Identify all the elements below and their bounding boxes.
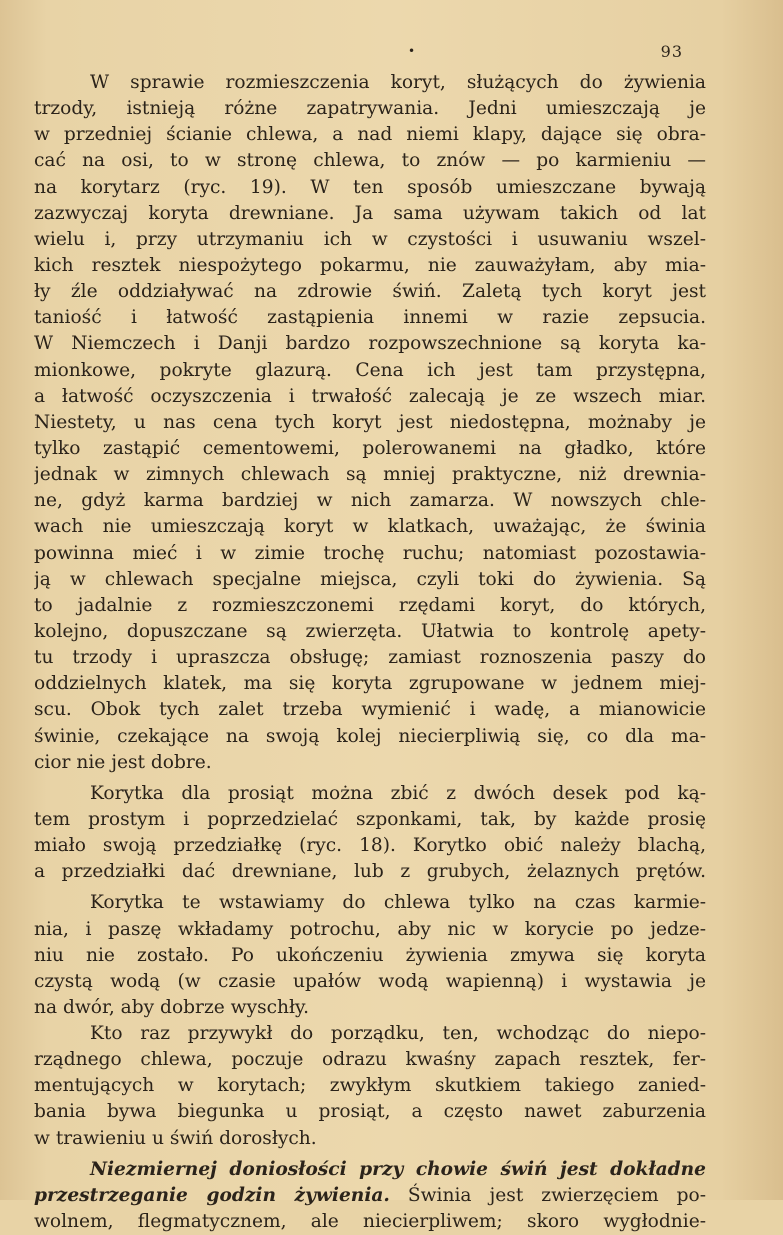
- page-mark: •: [408, 44, 416, 58]
- text-run: Świnia jest zwierzęciem po-: [407, 1184, 706, 1206]
- text-line: scu. Obok tych zalet trzeba wymienić i wadę, a mianowicie: [34, 699, 706, 721]
- text-line: taniość i łatwość zastąpienia innemi w razie zepsucia.: [34, 307, 706, 329]
- text-line: czystą wodą (w czasie upałów wodą wapienną) i wystawia je: [34, 970, 706, 992]
- text-line: Korytka dla prosiąt można zbić z dwóch desek pod ką-: [90, 782, 706, 804]
- text-line: zazwyczaj koryta drewniane. Ja sama używam takich od lat: [34, 202, 706, 224]
- text-line: wolnem, flegmatycznem, ale niecierpliwem; skoro wygłodnie-: [34, 1211, 706, 1233]
- text-line: [34, 1183, 706, 1209]
- text-line: na dwór, aby dobrze wyschły.: [34, 996, 309, 1018]
- text-line: wach nie umieszczają koryt w klatkach, uważając, że świnia: [34, 516, 706, 538]
- text-line: świnie, czekające na swoją kolej niecierpliwią się, co dla ma-: [34, 725, 706, 747]
- text-line: trzody, istnieją różne zapatrywania. Jedni umieszczają je: [34, 98, 706, 120]
- text-line: a łatwość oczyszczenia i trwałość zalecają je ze wszech miar.: [34, 385, 706, 407]
- text-line: miało swoją przedziałkę (ryc. 18). Korytko obić należy blachą,: [34, 835, 706, 857]
- paragraph: [34, 781, 706, 886]
- paragraph: [34, 1021, 706, 1152]
- text-line: ne, gdyż karma bardziej w nich zamarza. W nowszych chle-: [34, 490, 706, 512]
- text-line: ły źle oddziaływać na zdrowie świń. Zaletą tych koryt jest: [34, 281, 706, 303]
- text-line: w trawieniu u świń dorosłych.: [34, 1127, 317, 1149]
- text-line: bania bywa biegunka u prosiąt, a często nawet zaburzenia: [34, 1101, 706, 1123]
- text-line: W Niemczech i Danji bardzo rozpowszechnione są koryta ka-: [34, 333, 706, 355]
- text-line: mentujących w korytach; zwykłym skutkiem takiego zanied-: [34, 1075, 706, 1097]
- text-line: Korytka te wstawiamy do chlewa tylko na czas karmie-: [90, 892, 706, 914]
- text-line: wielu i, przy utrzymaniu ich w czystości i usuwaniu wszel-: [34, 228, 706, 250]
- text-line: kolejno, dopuszczane są zwierzęta. Ułatwia to kontrolę apety-: [34, 620, 706, 642]
- text-line: mionkowe, pokryte glazurą. Cena ich jest tam przystępna,: [34, 359, 706, 381]
- text-line: a przedziałki dać drewniane, lub z grubych, żelaznych prętów.: [34, 861, 706, 883]
- page-number: 93: [660, 42, 683, 61]
- text-line: Kto raz przywykł do porządku, ten, wchodząc do niepo-: [90, 1023, 706, 1045]
- text-line: cać na osi, to w stronę chlewa, to znów — po karmieniu —: [34, 150, 706, 172]
- text-line: tylko zastąpić cementowemi, polerowanemi na gładko, które: [34, 437, 706, 459]
- text-line: tu trzody i upraszcza obsługę; zamiast roznoszenia paszy do: [34, 647, 706, 669]
- text-line: powinna mieć i w zimie trochę ruchu; natomiast pozostawia-: [34, 542, 706, 564]
- text-line: niu nie zostało. Po ukończeniu żywienia zmywa się koryta: [34, 944, 706, 966]
- text-line: na korytarz (ryc. 19). W ten sposób umieszczane bywają: [34, 176, 706, 198]
- text-line: ją w chlewach specjalne miejsca, czyli toki do żywienia. Są: [34, 568, 706, 590]
- text-line: W sprawie rozmieszczenia koryt, służących do żywienia: [90, 72, 706, 93]
- text-line: w przedniej ścianie chlewa, a nad niemi klapy, dające się obra-: [34, 124, 706, 146]
- text-line: tem prostym i poprzedzielać szponkami, tak, by każde prosię: [34, 808, 706, 830]
- emphasized-line: Niezmiernej doniosłości przy chowie świń jest dokładne: [90, 1158, 706, 1180]
- paragraph: [34, 1157, 706, 1235]
- text-line: kich resztek niespożytego pokarmu, nie zauważyłam, aby miа-: [34, 254, 706, 276]
- paragraph: [34, 890, 706, 1021]
- text-line: Niestety, u nas cena tych koryt jest niedostępna, możnaby je: [34, 411, 706, 433]
- text-line: rządnego chlewa, poczuje odrazu kwaśny zapach resztek, fer-: [34, 1049, 706, 1071]
- paragraph: [34, 70, 706, 776]
- text-line: oddzielnych klatek, ma się koryta zgrupowane w jednem miej-: [34, 673, 706, 695]
- body-text: [34, 70, 706, 1235]
- text-line: jednak w zimnych chlewach są mniej praktyczne, niż drewnia-: [34, 464, 706, 486]
- emphasized-text: przestrzeganie godzin żywienia.: [34, 1184, 390, 1206]
- text-line: nia, i paszę wkładamy potrochu, aby nic w korycie po jedze-: [34, 918, 706, 940]
- text-line: cior nie jest dobre.: [34, 751, 212, 773]
- text-line: to jadalnie z rozmieszczonemi rzędami koryt, do których,: [34, 594, 706, 616]
